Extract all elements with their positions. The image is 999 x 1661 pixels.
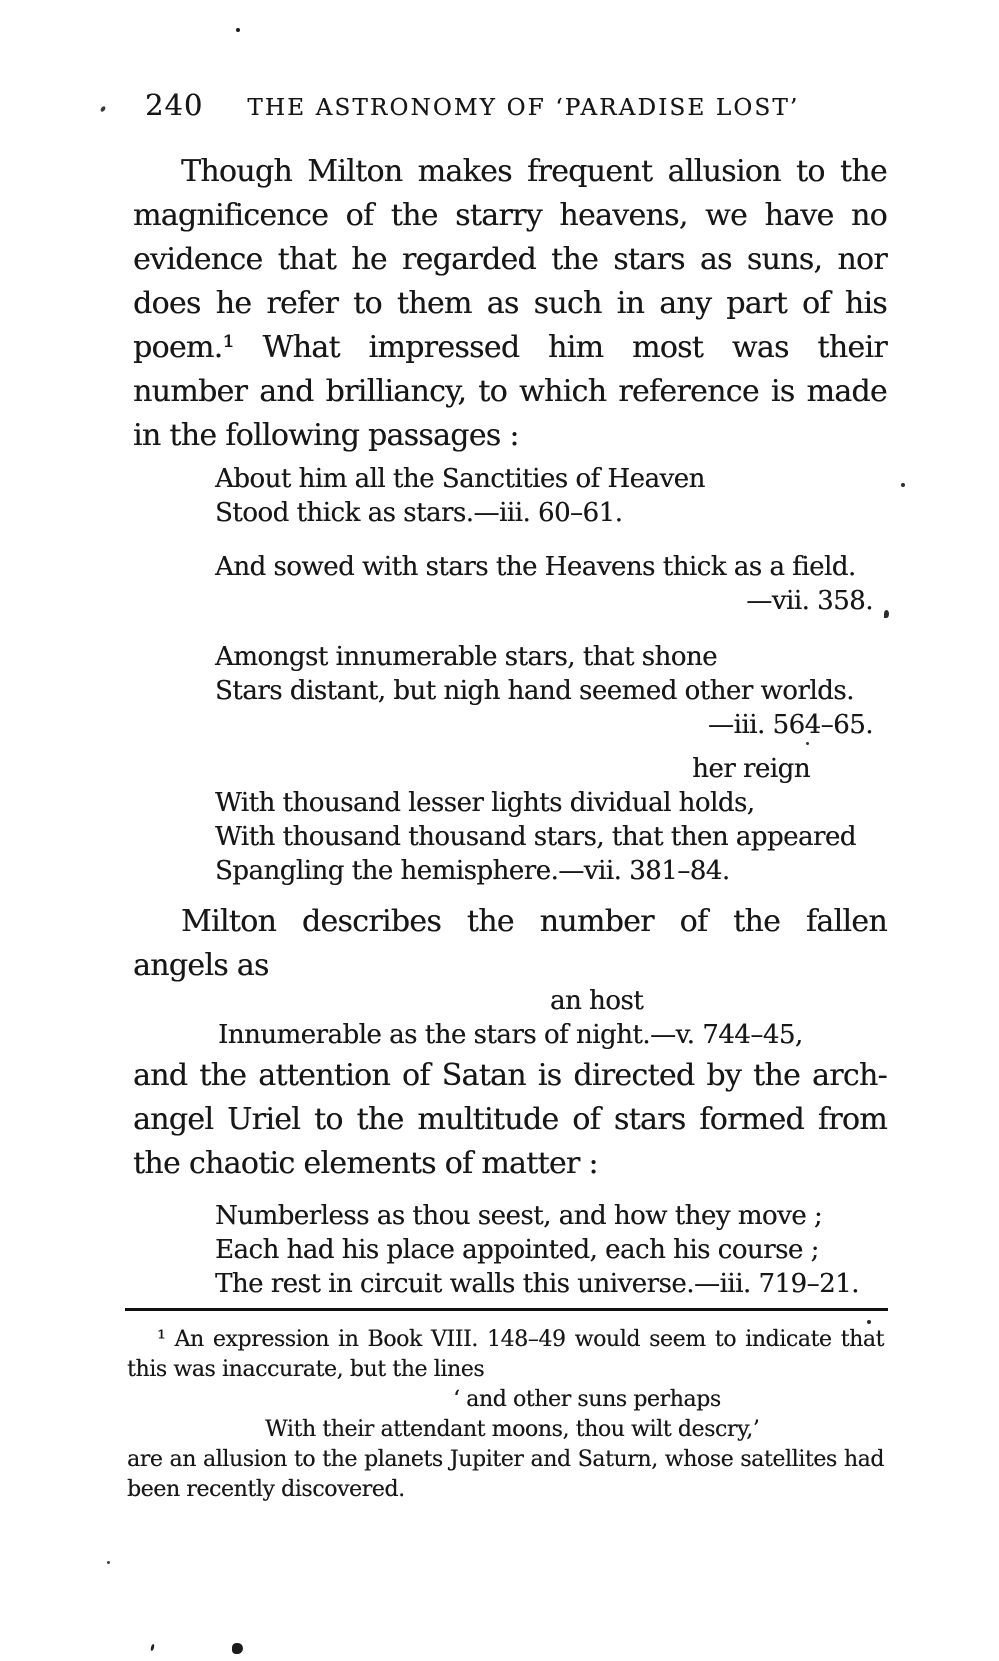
- scan-speck: [867, 1320, 871, 1324]
- footnote-line: been recently discovered.: [127, 1477, 405, 1502]
- footnote-verse-line: ‘ and other suns perhaps: [453, 1387, 721, 1412]
- paragraph-2: [133, 900, 887, 988]
- verse-line: The rest in circuit walls this universe.—iii. 719–21.: [215, 1269, 859, 1299]
- footnote: [127, 1325, 884, 1505]
- verse-line: Stood thick as stars.—iii. 60–61.: [215, 498, 623, 528]
- text-line: angel Uriel to the multitude of stars formed from: [133, 1102, 887, 1137]
- verse-line: Each had his place appointed, each his course ;: [215, 1235, 819, 1265]
- verse-quote-2: [133, 550, 887, 618]
- verse-lead: an host: [550, 986, 644, 1016]
- verse-quote-5: [133, 984, 887, 1052]
- scan-speck: [100, 105, 107, 112]
- text-line: number and brilliancy, to which reference is made: [133, 374, 887, 409]
- scan-speck: [232, 1643, 243, 1654]
- verse-quote-6: [133, 1199, 887, 1301]
- citation: —iii. 564–65.: [708, 710, 873, 740]
- verse-lead: her reign: [692, 754, 810, 784]
- citation: —vii. 358.: [746, 586, 873, 616]
- scan-speck: [236, 28, 240, 32]
- footnote-line: are an allusion to the planets Jupiter and Saturn, whose satellites had: [127, 1447, 884, 1472]
- text-line: in the following passages :: [133, 418, 519, 453]
- page-header: [145, 88, 905, 122]
- text-line: angels as: [133, 948, 269, 983]
- verse-line: Innumerable as the stars of night.—v. 744–45,: [218, 1020, 803, 1050]
- footnote-rule: [125, 1308, 888, 1311]
- scan-speck: [884, 610, 889, 618]
- footnote-verse-line: With their attendant moons, thou wilt descry,’: [265, 1417, 760, 1442]
- scan-speck: [806, 742, 809, 745]
- text-line: Though Milton makes frequent allusion to the: [181, 154, 887, 189]
- text-line: does he refer to them as such in any part of his: [133, 286, 887, 321]
- scan-speck: [107, 1561, 110, 1564]
- verse-line: Amongst innumerable stars, that shone: [215, 642, 718, 672]
- verse-line: With thousand thousand stars, that then appeared: [215, 822, 856, 852]
- running-title: THE ASTRONOMY OF ‘PARADISE LOST’: [247, 95, 800, 121]
- verse-quote-3: [133, 640, 887, 742]
- paragraph-3: [133, 1054, 887, 1186]
- text-line: evidence that he regarded the stars as suns, nor: [133, 242, 887, 277]
- footnote-line: this was inaccurate, but the lines: [127, 1357, 485, 1382]
- verse-line: Spangling the hemisphere.—vii. 381–84.: [215, 856, 730, 886]
- text-line: magnificence of the starry heavens, we have no: [133, 198, 887, 233]
- verse-line: With thousand lesser lights dividual holds,: [215, 788, 755, 818]
- text-line: the chaotic elements of matter :: [133, 1146, 598, 1181]
- verse-line: And sowed with stars the Heavens thick as a field.: [215, 552, 856, 582]
- text-line: poem.¹ What impressed him most was their: [133, 330, 887, 365]
- verse-quote-1: [133, 462, 887, 530]
- verse-line: About him all the Sanctities of Heaven: [215, 464, 705, 494]
- paragraph-1: [133, 150, 887, 458]
- text-line: Milton describes the number of the fallen: [181, 904, 887, 939]
- verse-quote-4: [133, 752, 887, 888]
- scan-speck: [901, 483, 905, 487]
- scan-speck: [150, 1644, 155, 1652]
- footnote-line: ¹ An expression in Book VIII. 148–49 would seem to indicate that: [157, 1327, 884, 1352]
- verse-line: Stars distant, but nigh hand seemed other worlds.: [215, 676, 854, 706]
- page-number: 240: [145, 88, 204, 122]
- verse-line: Numberless as thou seest, and how they move ;: [215, 1201, 823, 1231]
- text-line: and the attention of Satan is directed by the arch-: [133, 1058, 887, 1093]
